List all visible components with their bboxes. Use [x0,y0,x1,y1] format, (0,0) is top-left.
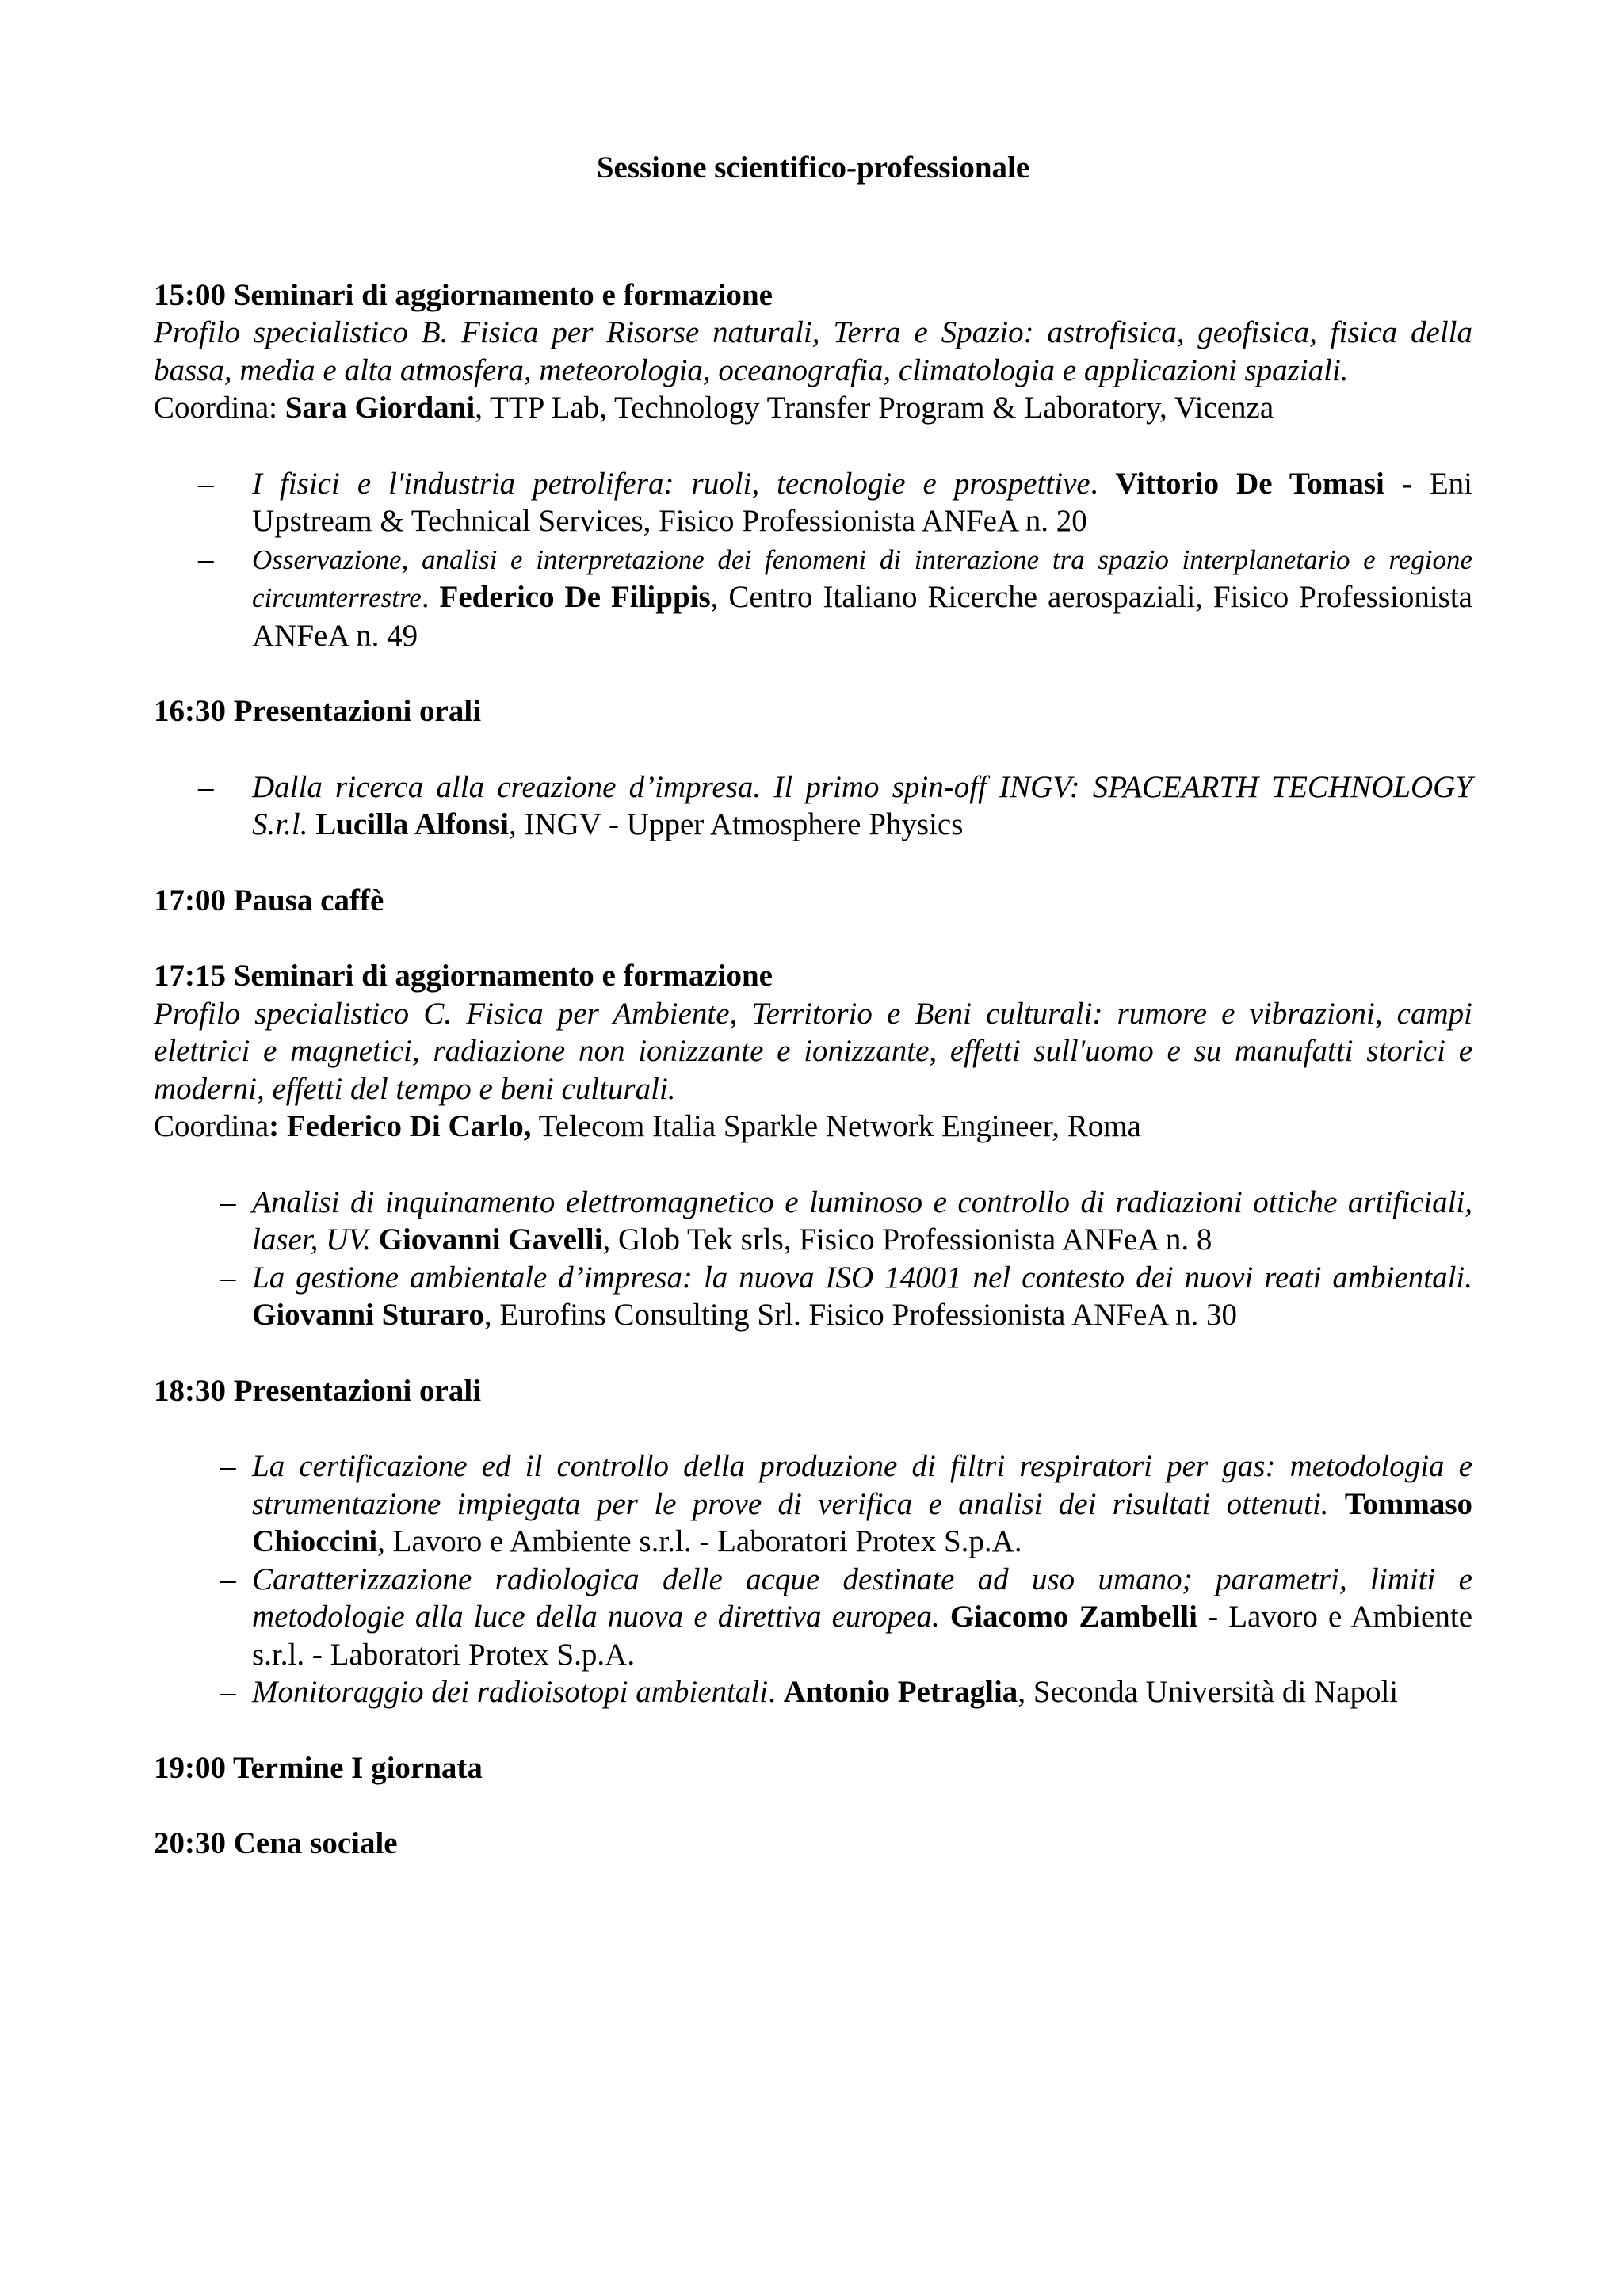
talk-speaker: Antonio Petraglia [783,1675,1018,1709]
section-heading: 20:30 Cena sociale [154,1826,398,1860]
talk-affiliation: - Lavoro e Ambiente s.r.l. - Laboratori Protex S.p.A. [252,1600,1473,1672]
talk-speaker: Tommaso Chioccini [252,1486,1472,1558]
talk-affiliation: , INGV - Upper Atmosphere Physics [509,807,964,841]
talk-speaker: Giacomo Zambelli [949,1600,1197,1634]
talk-title: I fisici e l'industria petrolifera: ruoli, tecnologie e prospettive [252,466,1090,501]
dash-bullet: – [220,1675,236,1709]
talk-affiliation: , Eurofins Consulting Srl. Fisico Professionista ANFeA n. 30 [483,1298,1238,1332]
dash-bullet: – [198,769,214,804]
list-item [154,1561,1472,1674]
coordinator-affiliation: Telecom Italia Sparkle Network Engineer, Roma [531,1109,1141,1143]
profile-description: Profilo specialistico C. Fisica per Ambiente, Territorio e Beni culturali: rumore e vibrazioni, campi elettrici e magnetici, radiazione non ionizzante e ionizzante, effetti sull'uomo e su manufatti storici e moderni, effetti del tempo e beni culturali. [154,996,1472,1106]
section-heading: 18:30 Presentazioni orali [154,1373,482,1408]
talk-list [154,465,1472,655]
dash-bullet: – [220,1260,236,1295]
coordinator-line [154,1108,1472,1146]
talk-title: Analisi di inquinamento elettromagnetico e luminoso e controllo di radiazioni ottiche artificiali, laser, UV. [252,1184,1472,1257]
coordinator-prefix: Coordina [154,1109,269,1143]
list-item [154,1184,1472,1259]
talk-speaker: Giovanni Gavelli [378,1222,603,1257]
list-item [154,769,1472,844]
section-heading: 15:00 Seminari di aggiornamento e formazione [154,277,773,312]
talk-list [154,1447,1472,1711]
dash-bullet: – [220,1562,236,1596]
talk-separator [940,1600,950,1634]
section-1900 [154,1749,1472,1787]
section-heading: 17:15 Seminari di aggiornamento e formazione [154,959,773,993]
talk-title: Caratterizzazione radiologica delle acque destinate ad uso umano; parametri, limiti e metodologie alla luce della nuova e direttiva europea. [252,1562,1472,1634]
talk-affiliation: Eni Upstream & Technical Services, Fisico Professionista ANFeA n. 20 [252,466,1472,538]
talk-title: Osservazione, analisi e interpretazione dei fenomeni di interazione tra spazio interplanetario e regione circumterrestre [252,543,1472,613]
talk-title: La certificazione ed il controllo della produzione di filtri respiratori per gas: metodologia e strumentazione impiegata per le prove di verifica e analisi dei risultati ottenuti. [252,1449,1472,1521]
dash-bullet: – [198,541,214,576]
talk-separator: . [421,580,440,614]
talk-affiliation: , Centro Italiano Ricerche aerospaziali, Fisico Professionista ANFeA n. 49 [252,580,1472,653]
talk-separator: . [1090,466,1116,501]
list-item [154,465,1472,540]
coordinator-name: : Federico Di Carlo, [269,1109,532,1143]
talk-title: Dalla ricerca alla creazione d’impresa. Il primo spin-off INGV: SPACEARTH TECHNOLOGY S.r.l. [252,769,1472,841]
talk-affiliation: , Glob Tek srls, Fisico Professionista ANFeA n. 8 [602,1222,1212,1257]
dash-bullet: – [220,1449,236,1483]
profile-description: Profilo specialistico B. Fisica per Risorse naturali, Terra e Spazio: astrofisica, geofisica, fisica della bassa, media e alta atmosfera, meteorologia, oceanografia, climatologia e applicazioni spaziali. [154,315,1472,387]
section-1630 [154,692,1472,844]
talk-affiliation: , Lavoro e Ambiente s.r.l. - Laboratori Protex S.p.A. [377,1524,1022,1558]
section-1715 [154,957,1472,1334]
section-heading: 19:00 Termine I giornata [154,1750,483,1785]
list-item [154,1673,1472,1711]
coordinator-affiliation: , TTP Lab, Technology Transfer Program & Laboratory, Vicenza [475,391,1274,425]
list-item [154,540,1472,655]
section-1830 [154,1372,1472,1711]
talk-speaker: Giovanni Sturaro [252,1298,484,1332]
dash-bullet: – [198,466,214,501]
talk-speaker: Federico De Filippis [439,580,711,614]
list-item [154,1447,1472,1561]
section-2030 [154,1825,1472,1863]
section-heading: 16:30 Presentazioni orali [154,694,482,728]
section-1700 [154,882,1472,920]
section-1500 [154,277,1472,655]
coordinator-name: Sara Giordani [285,391,475,425]
section-heading: 17:00 Pausa caffè [154,883,384,917]
talk-title: La gestione ambientale d’impresa: la nuova ISO 14001 nel contesto dei nuovi reati ambientali. [252,1260,1472,1295]
talk-separator: . [768,1675,784,1709]
talk-separator [371,1222,379,1257]
document-title: Sessione scientifico-professionale [596,151,1030,185]
talk-title: Monitoraggio dei radioisotopi ambientali [252,1675,769,1709]
list-item [154,1259,1472,1334]
talk-separator [1329,1487,1345,1521]
dash-bullet: – [220,1184,236,1219]
talk-list [154,769,1472,844]
coordinator-prefix: Coordina: [154,391,285,425]
talk-separator [307,807,315,841]
talk-list [154,1184,1472,1334]
talk-speaker: Lucilla Alfonsi [315,807,510,841]
coordinator-line [154,389,1472,427]
talk-affiliation: , Seconda Università di Napoli [1018,1675,1399,1709]
talk-speaker: Vittorio De Tomasi - [1115,466,1430,501]
